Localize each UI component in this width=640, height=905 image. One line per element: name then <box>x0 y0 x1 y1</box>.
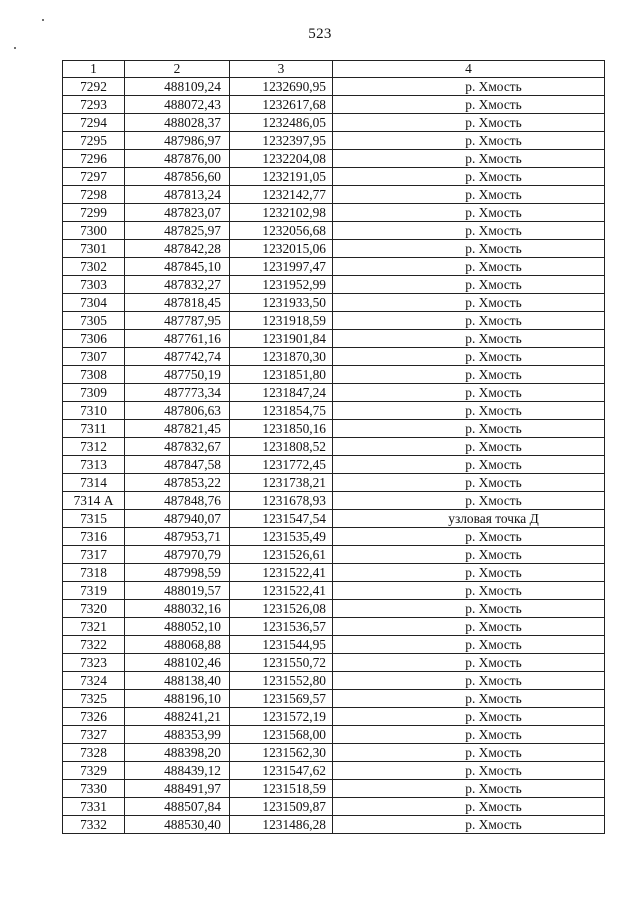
x-coordinate-cell: 487842,28 <box>125 240 230 258</box>
table-body <box>63 78 605 834</box>
x-coordinate-cell: 487821,45 <box>125 420 230 438</box>
y-coordinate-cell: 1231772,45 <box>230 456 333 474</box>
y-coordinate-cell: 1231526,61 <box>230 546 333 564</box>
y-coordinate-cell: 1232102,98 <box>230 204 333 222</box>
description-cell: р. Хмость <box>333 474 605 492</box>
point-number-cell: 7332 <box>63 816 125 834</box>
y-coordinate-cell: 1232015,06 <box>230 240 333 258</box>
y-coordinate-cell: 1231850,16 <box>230 420 333 438</box>
point-number-cell: 7304 <box>63 294 125 312</box>
x-coordinate-cell: 488019,57 <box>125 582 230 600</box>
table-row <box>63 492 605 510</box>
point-number-cell: 7300 <box>63 222 125 240</box>
y-coordinate-cell: 1231738,21 <box>230 474 333 492</box>
point-number-cell: 7308 <box>63 366 125 384</box>
y-coordinate-cell: 1231952,99 <box>230 276 333 294</box>
x-coordinate-cell: 487787,95 <box>125 312 230 330</box>
x-coordinate-cell: 488530,40 <box>125 816 230 834</box>
column-header-3: 3 <box>230 61 333 78</box>
table-row <box>63 528 605 546</box>
table-row <box>63 78 605 96</box>
x-coordinate-cell: 487876,00 <box>125 150 230 168</box>
point-number-cell: 7322 <box>63 636 125 654</box>
description-cell: узловая точка Д <box>333 510 605 528</box>
table-row <box>63 744 605 762</box>
point-number-cell: 7317 <box>63 546 125 564</box>
point-number-cell: 7311 <box>63 420 125 438</box>
point-number-cell: 7316 <box>63 528 125 546</box>
table-row <box>63 654 605 672</box>
table-row <box>63 582 605 600</box>
description-cell: р. Хмость <box>333 690 605 708</box>
y-coordinate-cell: 1231847,24 <box>230 384 333 402</box>
x-coordinate-cell: 487986,97 <box>125 132 230 150</box>
x-coordinate-cell: 488032,16 <box>125 600 230 618</box>
x-coordinate-cell: 488241,21 <box>125 708 230 726</box>
x-coordinate-cell: 487813,24 <box>125 186 230 204</box>
table-row <box>63 186 605 204</box>
point-number-cell: 7330 <box>63 780 125 798</box>
table-row <box>63 222 605 240</box>
table-row <box>63 546 605 564</box>
point-number-cell: 7299 <box>63 204 125 222</box>
y-coordinate-cell: 1231808,52 <box>230 438 333 456</box>
y-coordinate-cell: 1231562,30 <box>230 744 333 762</box>
x-coordinate-cell: 488196,10 <box>125 690 230 708</box>
column-header-4: 4 <box>333 61 605 78</box>
x-coordinate-cell: 487750,19 <box>125 366 230 384</box>
table-row <box>63 294 605 312</box>
description-cell: р. Хмость <box>333 582 605 600</box>
y-coordinate-cell: 1231918,59 <box>230 312 333 330</box>
table-row <box>63 672 605 690</box>
x-coordinate-cell: 488072,43 <box>125 96 230 114</box>
point-number-cell: 7298 <box>63 186 125 204</box>
description-cell: р. Хмость <box>333 672 605 690</box>
x-coordinate-cell: 487953,71 <box>125 528 230 546</box>
y-coordinate-cell: 1231870,30 <box>230 348 333 366</box>
point-number-cell: 7323 <box>63 654 125 672</box>
description-cell: р. Хмость <box>333 96 605 114</box>
scan-speck <box>42 19 44 21</box>
point-number-cell: 7303 <box>63 276 125 294</box>
x-coordinate-cell: 487806,63 <box>125 402 230 420</box>
description-cell: р. Хмость <box>333 654 605 672</box>
description-cell: р. Хмость <box>333 708 605 726</box>
table-row <box>63 312 605 330</box>
x-coordinate-cell: 488028,37 <box>125 114 230 132</box>
description-cell: р. Хмость <box>333 168 605 186</box>
y-coordinate-cell: 1232617,68 <box>230 96 333 114</box>
description-cell: р. Хмость <box>333 762 605 780</box>
table-row <box>63 366 605 384</box>
x-coordinate-cell: 488102,46 <box>125 654 230 672</box>
table-row <box>63 204 605 222</box>
description-cell: р. Хмость <box>333 258 605 276</box>
point-number-cell: 7315 <box>63 510 125 528</box>
y-coordinate-cell: 1231997,47 <box>230 258 333 276</box>
x-coordinate-cell: 488068,88 <box>125 636 230 654</box>
description-cell: р. Хмость <box>333 780 605 798</box>
description-cell: р. Хмость <box>333 204 605 222</box>
point-number-cell: 7312 <box>63 438 125 456</box>
x-coordinate-cell: 487818,45 <box>125 294 230 312</box>
y-coordinate-cell: 1232690,95 <box>230 78 333 96</box>
table-row <box>63 636 605 654</box>
point-number-cell: 7324 <box>63 672 125 690</box>
point-number-cell: 7327 <box>63 726 125 744</box>
table-row <box>63 564 605 582</box>
y-coordinate-cell: 1231535,49 <box>230 528 333 546</box>
y-coordinate-cell: 1232486,05 <box>230 114 333 132</box>
y-coordinate-cell: 1231522,41 <box>230 582 333 600</box>
point-number-cell: 7318 <box>63 564 125 582</box>
x-coordinate-cell: 487940,07 <box>125 510 230 528</box>
table-row <box>63 384 605 402</box>
description-cell: р. Хмость <box>333 330 605 348</box>
table-row <box>63 510 605 528</box>
scan-speck <box>14 47 16 49</box>
coordinates-table <box>62 60 605 834</box>
point-number-cell: 7320 <box>63 600 125 618</box>
x-coordinate-cell: 488398,20 <box>125 744 230 762</box>
point-number-cell: 7328 <box>63 744 125 762</box>
y-coordinate-cell: 1231544,95 <box>230 636 333 654</box>
x-coordinate-cell: 487773,34 <box>125 384 230 402</box>
y-coordinate-cell: 1231547,62 <box>230 762 333 780</box>
x-coordinate-cell: 487825,97 <box>125 222 230 240</box>
point-number-cell: 7313 <box>63 456 125 474</box>
description-cell: р. Хмость <box>333 186 605 204</box>
y-coordinate-cell: 1231509,87 <box>230 798 333 816</box>
table-row <box>63 762 605 780</box>
x-coordinate-cell: 487742,74 <box>125 348 230 366</box>
description-cell: р. Хмость <box>333 564 605 582</box>
description-cell: р. Хмость <box>333 294 605 312</box>
description-cell: р. Хмость <box>333 744 605 762</box>
description-cell: р. Хмость <box>333 150 605 168</box>
x-coordinate-cell: 487847,58 <box>125 456 230 474</box>
y-coordinate-cell: 1232204,08 <box>230 150 333 168</box>
point-number-cell: 7293 <box>63 96 125 114</box>
point-number-cell: 7314 А <box>63 492 125 510</box>
x-coordinate-cell: 488138,40 <box>125 672 230 690</box>
description-cell: р. Хмость <box>333 798 605 816</box>
x-coordinate-cell: 487823,07 <box>125 204 230 222</box>
x-coordinate-cell: 488507,84 <box>125 798 230 816</box>
page-number: 523 <box>308 26 332 42</box>
table-row <box>63 618 605 636</box>
description-cell: р. Хмость <box>333 78 605 96</box>
table-row <box>63 150 605 168</box>
y-coordinate-cell: 1231550,72 <box>230 654 333 672</box>
description-cell: р. Хмость <box>333 132 605 150</box>
table-row <box>63 132 605 150</box>
x-coordinate-cell: 487845,10 <box>125 258 230 276</box>
y-coordinate-cell: 1231552,80 <box>230 672 333 690</box>
column-header-2: 2 <box>125 61 230 78</box>
table-row <box>63 690 605 708</box>
point-number-cell: 7325 <box>63 690 125 708</box>
point-number-cell: 7294 <box>63 114 125 132</box>
x-coordinate-cell: 488052,10 <box>125 618 230 636</box>
point-number-cell: 7310 <box>63 402 125 420</box>
x-coordinate-cell: 487832,67 <box>125 438 230 456</box>
table-row <box>63 600 605 618</box>
point-number-cell: 7296 <box>63 150 125 168</box>
description-cell: р. Хмость <box>333 618 605 636</box>
point-number-cell: 7319 <box>63 582 125 600</box>
y-coordinate-cell: 1231901,84 <box>230 330 333 348</box>
description-cell: р. Хмость <box>333 636 605 654</box>
description-cell: р. Хмость <box>333 546 605 564</box>
x-coordinate-cell: 488439,12 <box>125 762 230 780</box>
y-coordinate-cell: 1232142,77 <box>230 186 333 204</box>
table-row <box>63 474 605 492</box>
table-row <box>63 708 605 726</box>
table-row <box>63 726 605 744</box>
x-coordinate-cell: 487848,76 <box>125 492 230 510</box>
table-row <box>63 240 605 258</box>
table-row <box>63 114 605 132</box>
description-cell: р. Хмость <box>333 114 605 132</box>
description-cell: р. Хмость <box>333 816 605 834</box>
point-number-cell: 7309 <box>63 384 125 402</box>
y-coordinate-cell: 1231536,57 <box>230 618 333 636</box>
x-coordinate-cell: 488109,24 <box>125 78 230 96</box>
y-coordinate-cell: 1231851,80 <box>230 366 333 384</box>
table-row <box>63 420 605 438</box>
description-cell: р. Хмость <box>333 240 605 258</box>
point-number-cell: 7314 <box>63 474 125 492</box>
table-header <box>63 61 605 78</box>
header-row <box>63 61 605 78</box>
y-coordinate-cell: 1231526,08 <box>230 600 333 618</box>
x-coordinate-cell: 487998,59 <box>125 564 230 582</box>
table-row <box>63 798 605 816</box>
point-number-cell: 7301 <box>63 240 125 258</box>
point-number-cell: 7302 <box>63 258 125 276</box>
point-number-cell: 7307 <box>63 348 125 366</box>
x-coordinate-cell: 487761,16 <box>125 330 230 348</box>
table-row <box>63 96 605 114</box>
description-cell: р. Хмость <box>333 402 605 420</box>
y-coordinate-cell: 1231486,28 <box>230 816 333 834</box>
description-cell: р. Хмость <box>333 384 605 402</box>
description-cell: р. Хмость <box>333 276 605 294</box>
point-number-cell: 7329 <box>63 762 125 780</box>
point-number-cell: 7321 <box>63 618 125 636</box>
description-cell: р. Хмость <box>333 312 605 330</box>
y-coordinate-cell: 1231547,54 <box>230 510 333 528</box>
y-coordinate-cell: 1231678,93 <box>230 492 333 510</box>
description-cell: р. Хмость <box>333 222 605 240</box>
point-number-cell: 7331 <box>63 798 125 816</box>
description-cell: р. Хмость <box>333 600 605 618</box>
x-coordinate-cell: 487853,22 <box>125 474 230 492</box>
column-header-1: 1 <box>63 61 125 78</box>
point-number-cell: 7297 <box>63 168 125 186</box>
description-cell: р. Хмость <box>333 528 605 546</box>
description-cell: р. Хмость <box>333 456 605 474</box>
point-number-cell: 7326 <box>63 708 125 726</box>
description-cell: р. Хмость <box>333 420 605 438</box>
point-number-cell: 7306 <box>63 330 125 348</box>
x-coordinate-cell: 487856,60 <box>125 168 230 186</box>
table-row <box>63 276 605 294</box>
table-row <box>63 348 605 366</box>
description-cell: р. Хмость <box>333 366 605 384</box>
y-coordinate-cell: 1231572,19 <box>230 708 333 726</box>
table-row <box>63 330 605 348</box>
table-row <box>63 456 605 474</box>
description-cell: р. Хмость <box>333 492 605 510</box>
x-coordinate-cell: 488491,97 <box>125 780 230 798</box>
y-coordinate-cell: 1231522,41 <box>230 564 333 582</box>
table-row <box>63 258 605 276</box>
description-cell: р. Хмость <box>333 348 605 366</box>
x-coordinate-cell: 487832,27 <box>125 276 230 294</box>
y-coordinate-cell: 1232056,68 <box>230 222 333 240</box>
y-coordinate-cell: 1231569,57 <box>230 690 333 708</box>
y-coordinate-cell: 1232397,95 <box>230 132 333 150</box>
y-coordinate-cell: 1231518,59 <box>230 780 333 798</box>
table-row <box>63 168 605 186</box>
y-coordinate-cell: 1232191,05 <box>230 168 333 186</box>
point-number-cell: 7295 <box>63 132 125 150</box>
y-coordinate-cell: 1231854,75 <box>230 402 333 420</box>
point-number-cell: 7292 <box>63 78 125 96</box>
y-coordinate-cell: 1231933,50 <box>230 294 333 312</box>
table-row <box>63 402 605 420</box>
table-row <box>63 780 605 798</box>
description-cell: р. Хмость <box>333 726 605 744</box>
point-number-cell: 7305 <box>63 312 125 330</box>
x-coordinate-cell: 488353,99 <box>125 726 230 744</box>
table-row <box>63 816 605 834</box>
x-coordinate-cell: 487970,79 <box>125 546 230 564</box>
table-row <box>63 438 605 456</box>
description-cell: р. Хмость <box>333 438 605 456</box>
y-coordinate-cell: 1231568,00 <box>230 726 333 744</box>
